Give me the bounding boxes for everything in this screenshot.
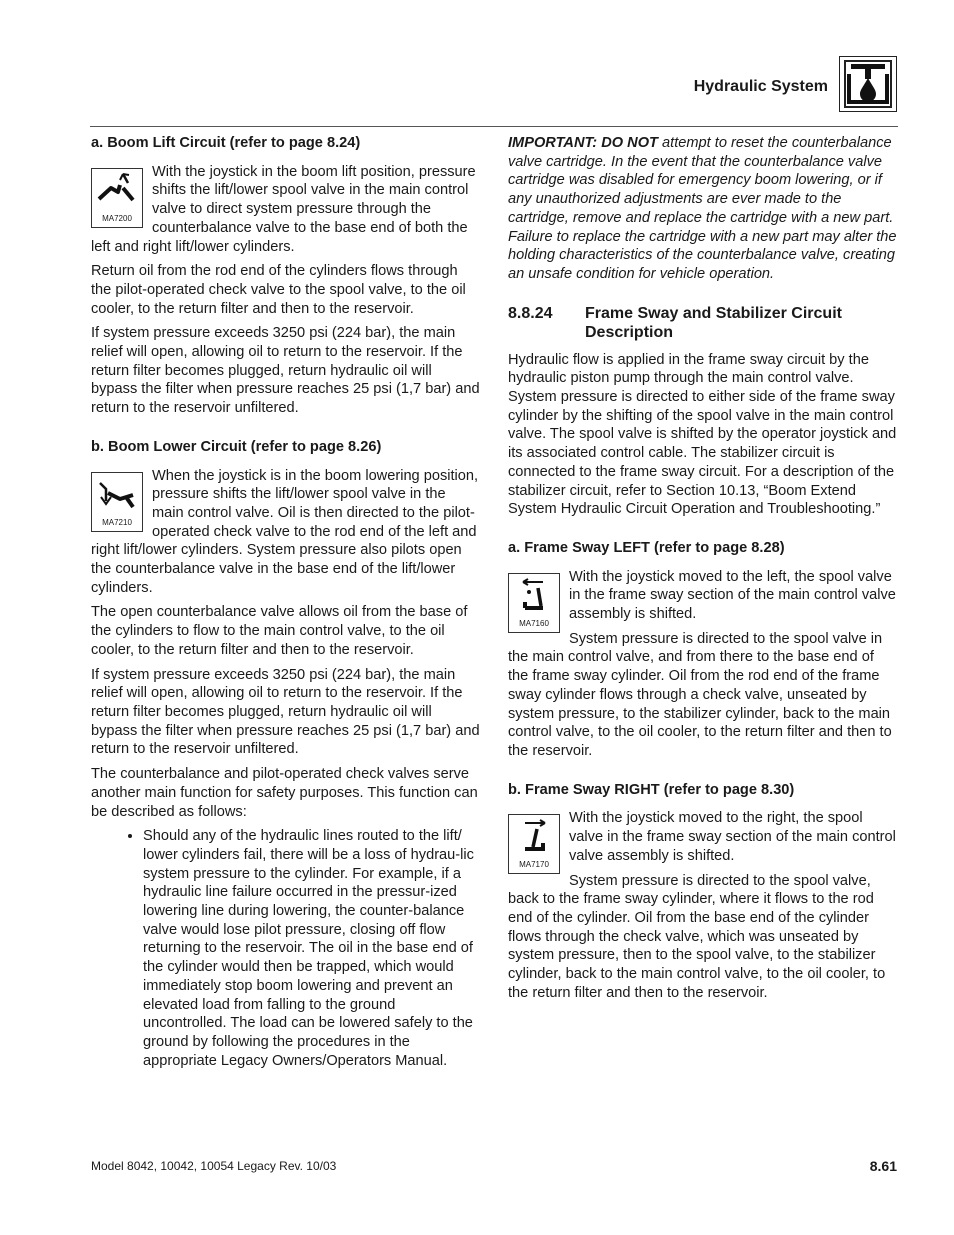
- boom-lift-heading: a. Boom Lift Circuit (refer to page 8.24): [91, 135, 361, 151]
- left-column: [91, 134, 481, 1070]
- boom-lift-paragraph-2: Return oil from the rod end of the cylinders flows through the pilot-operated check valve to the spool valve, to the oil cooler, to the return filter and then to the reservoir.: [91, 263, 466, 317]
- section-paragraph: Hydraulic flow is applied in the frame sway circuit by the hydraulic piston pump through the main control valve. System pressure is directed to either side of the frame sway cylinder by the shifting of the spool valve in the main control valve. The spool valve is shifted by the operator joystick and its associated control cable. The stabilizer circuit is connected to the frame sway circuit. For a description of the stabilizer circuit, refer to Section 10.13, “Boom Extend System Hydraulic Circuit Operation and Troubleshooting.”: [508, 351, 897, 518]
- frame-sway-left-paragraph-2: System pressure is directed to the spool valve in the main control valve, and from there to the base end of the frame sway cylinder. Oil from the rod end of the frame sway cylinder flows through a check valve, unseated by system pressure, to the stabilizer cylinder, back to the main control valve, to the oil cooler, to the return filter and then to the reservoir.: [508, 630, 892, 759]
- section-title: Frame Sway and Stabilizer Circuit Description: [585, 304, 842, 341]
- hydraulic-oil-drop-icon: [839, 56, 897, 112]
- boom-lower-figure: [91, 472, 143, 532]
- frame-sway-left-heading: a. Frame Sway LEFT (refer to page 8.28): [508, 539, 785, 556]
- important-notice: [508, 134, 898, 284]
- header-divider: [90, 126, 898, 127]
- figure-code: MA7200: [102, 213, 132, 223]
- section-title: Hydraulic System: [693, 78, 828, 95]
- boom-lower-paragraph-2: The open counterbalance valve allows oil from the base of the cylinders to flow to the main control valve, to the oil cooler, to the return filter and then to the reservoir.: [91, 604, 468, 658]
- boom-lower-heading: b. Boom Lower Circuit (refer to page 8.26): [91, 438, 382, 455]
- important-text: attempt to reset the counterbalance valve cartridge. In the event that the counterbalance valve cartridge was disabled for emergency boom lowering, or if any unauthorized adjustments are ever made to the cartridge, remove and replace the cartridge with a new part. Failure to replace the cartridge with a new part may alter the holding characteristics of the counterbalance valve, creating an unsafe condition for vehicle operation.: [508, 135, 897, 282]
- joystick-sway-right-icon: [509, 815, 559, 859]
- figure-code: MA7170: [519, 860, 549, 870]
- frame-sway-right-figure: [508, 814, 560, 874]
- joystick-sway-left-icon: [509, 574, 559, 618]
- section-number: 8.8.24: [508, 304, 553, 322]
- joystick-boom-lower-icon: [92, 473, 142, 517]
- boom-lift-paragraph-1: With the joystick in the boom lift position, pressure shifts the lift/lower spool valve in the main control valve to direct system pressure through the counterbalance valve to the base end of both the left and right lift/lower cylinders.: [91, 163, 476, 255]
- frame-sway-left-figure: [508, 573, 560, 633]
- important-label: IMPORTANT: DO NOT: [508, 135, 658, 151]
- right-column: [508, 134, 898, 1008]
- frame-sway-right-paragraph-1: With the joystick moved to the right, the spool valve in the frame sway section of the main control valve assembly is shifted.: [569, 810, 896, 864]
- boom-lift-figure: [91, 168, 143, 228]
- boom-lower-paragraph-3: If system pressure exceeds 3250 psi (224 bar), the main relief will open, allowing oil to return to the reservoir. If the return filter becomes plugged, return hydraulic oil will bypass the filter when pressure reaches 25 psi (1,7 bar) and return to the reservoir unfiltered.: [91, 666, 480, 758]
- boom-lift-paragraph-3: If system pressure exceeds 3250 psi (224 bar), the main relief will open, allowing oil to return to the reservoir. If the return filter becomes plugged, return hydraulic oil will bypass the filter when pressure reaches 25 psi (1,7 bar) and return to the reservoir unfiltered.: [91, 325, 480, 417]
- footer-model-revision: Model 8042, 10042, 10054 Legacy Rev. 10/03: [91, 1159, 337, 1173]
- page-number: 8.61: [869, 1158, 897, 1174]
- frame-sway-left-paragraph-1: With the joystick moved to the left, the spool valve in the frame sway section of the main control valve assembly is shifted.: [569, 568, 896, 623]
- joystick-boom-lift-icon: [92, 169, 142, 213]
- section-heading: [508, 304, 898, 342]
- boom-lower-paragraph-1: When the joystick is in the boom lowering position, pressure shifts the lift/lower spool valve in the main control valve. Oil is then directed to the pilot-operated check valve to the rod end of the left and right lift/lower cylinders. System pressure also pilots open the counterbalance valve in the base end of the lift/lower cylinders.: [91, 467, 479, 596]
- safety-bullet-list: [127, 827, 481, 1070]
- frame-sway-right-paragraph-2: System pressure is directed to the spool valve, back to the frame sway cylinder, where it flows to the rod end of the cylinder. Oil from the base end of the cylinder flows through the check valve, which was unseated by system pressure, then to the spool valve, to the stabilizer cylinder, back to the main control valve, to the oil cooler, to the return filter and then to the reservoir.: [508, 872, 886, 1001]
- frame-sway-right-heading: b. Frame Sway RIGHT (refer to page 8.30): [508, 781, 795, 798]
- list-item: • Should any of the hydraulic lines routed to the lift/ lower cylinders fail, there will be a loss of hydrau-lic system pressure to the cylinder. For example, if a hydraulic line failure occurred in the pressur-ized lowering line during lowering, the counter-balance valve would lose pilot pressure, closing off flow returning to the reservoir. The oil in the base end of the cylinder would then be trapped, which would immediately stop boom lowering and prevent an elevated load from falling to the ground uncontrolled. The load can be lowered safely to the ground by following the procedures in the appropriate Legacy Owners/Operators Manual.: [143, 827, 481, 1070]
- figure-code: MA7210: [102, 517, 132, 527]
- boom-lower-paragraph-4: The counterbalance and pilot-operated check valves serve another main function for safety purposes. This function can be described as follows:: [91, 766, 478, 820]
- figure-code: MA7160: [519, 618, 549, 628]
